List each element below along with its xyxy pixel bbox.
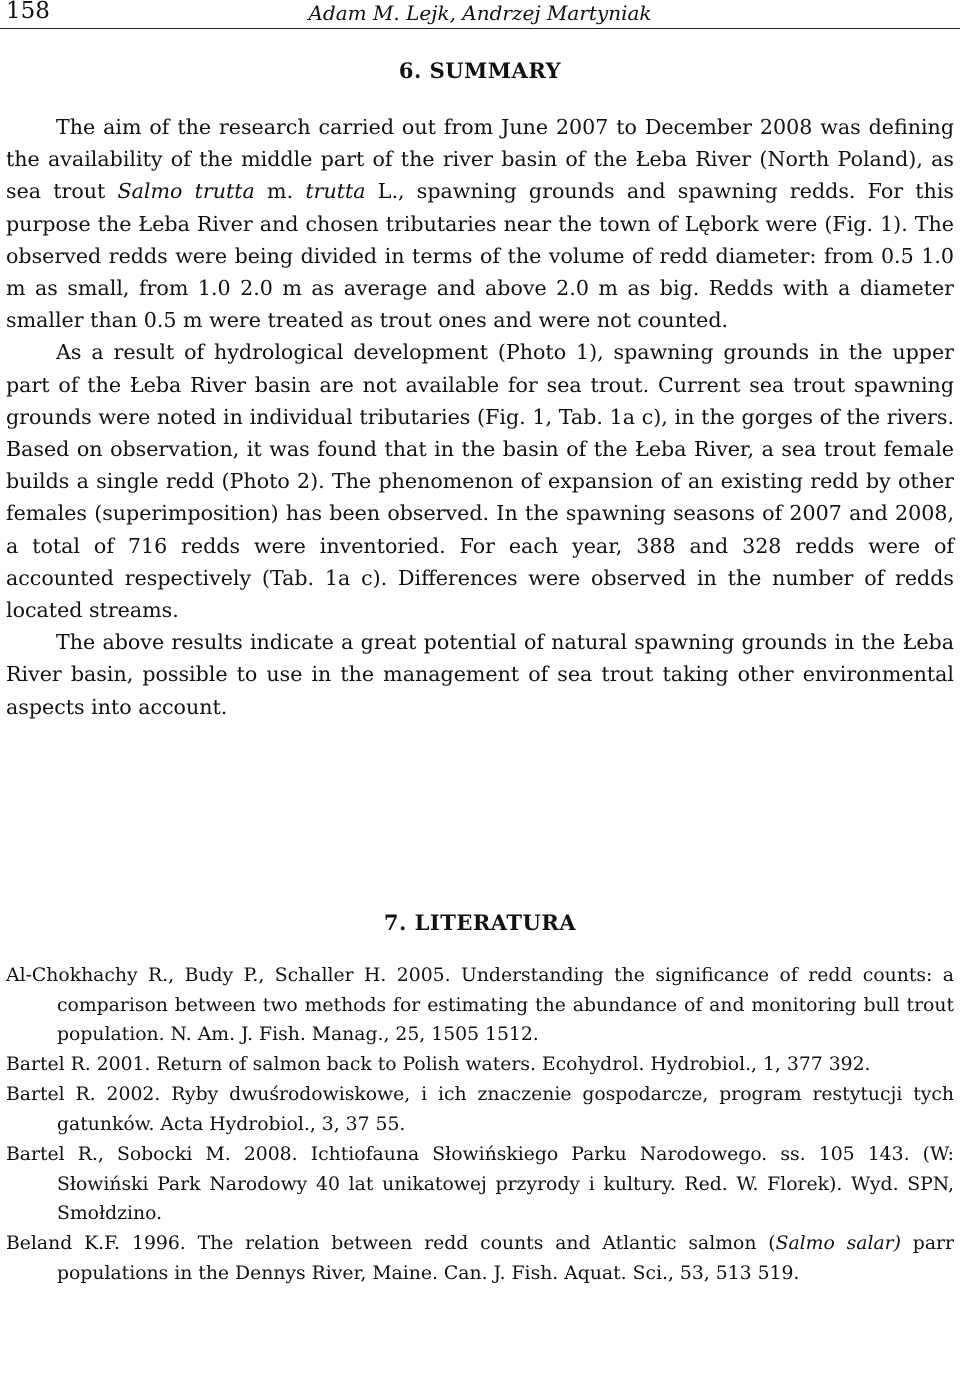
text-run: Beland K.F. 1996. The relation between redd counts and Atlantic salmon ( [6, 1233, 776, 1255]
reference-list [6, 961, 954, 1289]
text-run: L., spawning grounds and spawning redds. For this purpose the Łeba River and chosen tributaries near the town of Lębork were (Fig. 1). The observed redds were being divided in terms of the volume of redd diameter: from 0.5 1.0 m as small, from 1.0 2.0 m as average and above 2.0 m as big. Redds with a diameter smaller than 0.5 m were treated as trout ones and were not counted. [6, 179, 954, 333]
summary-paragraph: The above results indicate a great potential of natural spawning grounds in the Łeba River basin, possible to use in the management of sea trout taking other environmental aspects into account. [6, 630, 954, 719]
page-header [0, 0, 960, 29]
summary-paragraph [6, 111, 954, 336]
reference-item [6, 1229, 954, 1288]
text-run: m. [254, 179, 306, 204]
reference-item: Bartel R. 2001. Return of salmon back to Polish waters. Ecohydrol. Hydrobiol., 1, 377 392. [6, 1054, 871, 1076]
text-run: The aim of the research carried out from June 2007 to December 2008 was defining the availability of the middle part of the river basin of the Łeba River (North Poland), as sea trout [6, 115, 954, 204]
subspecies-name: trutta [305, 179, 366, 204]
summary-heading: 6. SUMMARY [398, 58, 562, 83]
literature-heading: 7. LITERATURA [383, 910, 577, 935]
reference-item: Bartel R. 2002. Ryby dwuśrodowiskowe, i ich znaczenie gospodarcze, program restytucji tych gatunków. Acta Hydrobiol., 3, 37 55. [6, 1084, 954, 1135]
reference-item: Al-Chokhachy R., Budy P., Schaller H. 2005. Understanding the significance of redd counts: a comparison between two methods for estimating the abundance of and monitoring bull trout population. N. Am. J. Fish. Manag., 25, 1505 1512. [6, 965, 954, 1046]
summary-body [6, 111, 954, 723]
reference-item: Bartel R., Sobocki M. 2008. Ichtiofauna Słowińskiego Parku Narodowego. ss. 105 143. (W: Słowiński Park Narodowy 40 lat unikatowej przyrody i kultury. Red. W. Florek). Wyd. SPN, Smołdzino. [6, 1144, 954, 1225]
page-number: 158 [6, 0, 50, 24]
running-head: Adam M. Lejk, Andrzej Martyniak [308, 1, 652, 25]
species-name: Salmo trutta [117, 179, 255, 204]
text-run: parr populations in the Dennys River, Maine. Can. J. Fish. Aquat. Sci., 53, 513 519. [57, 1233, 954, 1284]
species-name: Salmo salar) [775, 1233, 901, 1255]
summary-paragraph: As a result of hydrological development (Photo 1), spawning grounds in the upper part of the Łeba River basin are not available for sea trout. Current sea trout spawning grounds were noted in individual tributaries (Fig. 1, Tab. 1a c), in the gorges of the rivers. Based on observation, it was found that in the basin of the Łeba River, a sea trout female builds a single redd (Photo 2). The phenomenon of expansion of an existing redd by other females (superimposition) has been observed. In the spawning seasons of 2007 and 2008, a total of 716 redds were inventoried. For each year, 388 and 328 redds were of accounted respectively (Tab. 1a c). Differences were observed in the number of redds located streams. [6, 340, 954, 623]
